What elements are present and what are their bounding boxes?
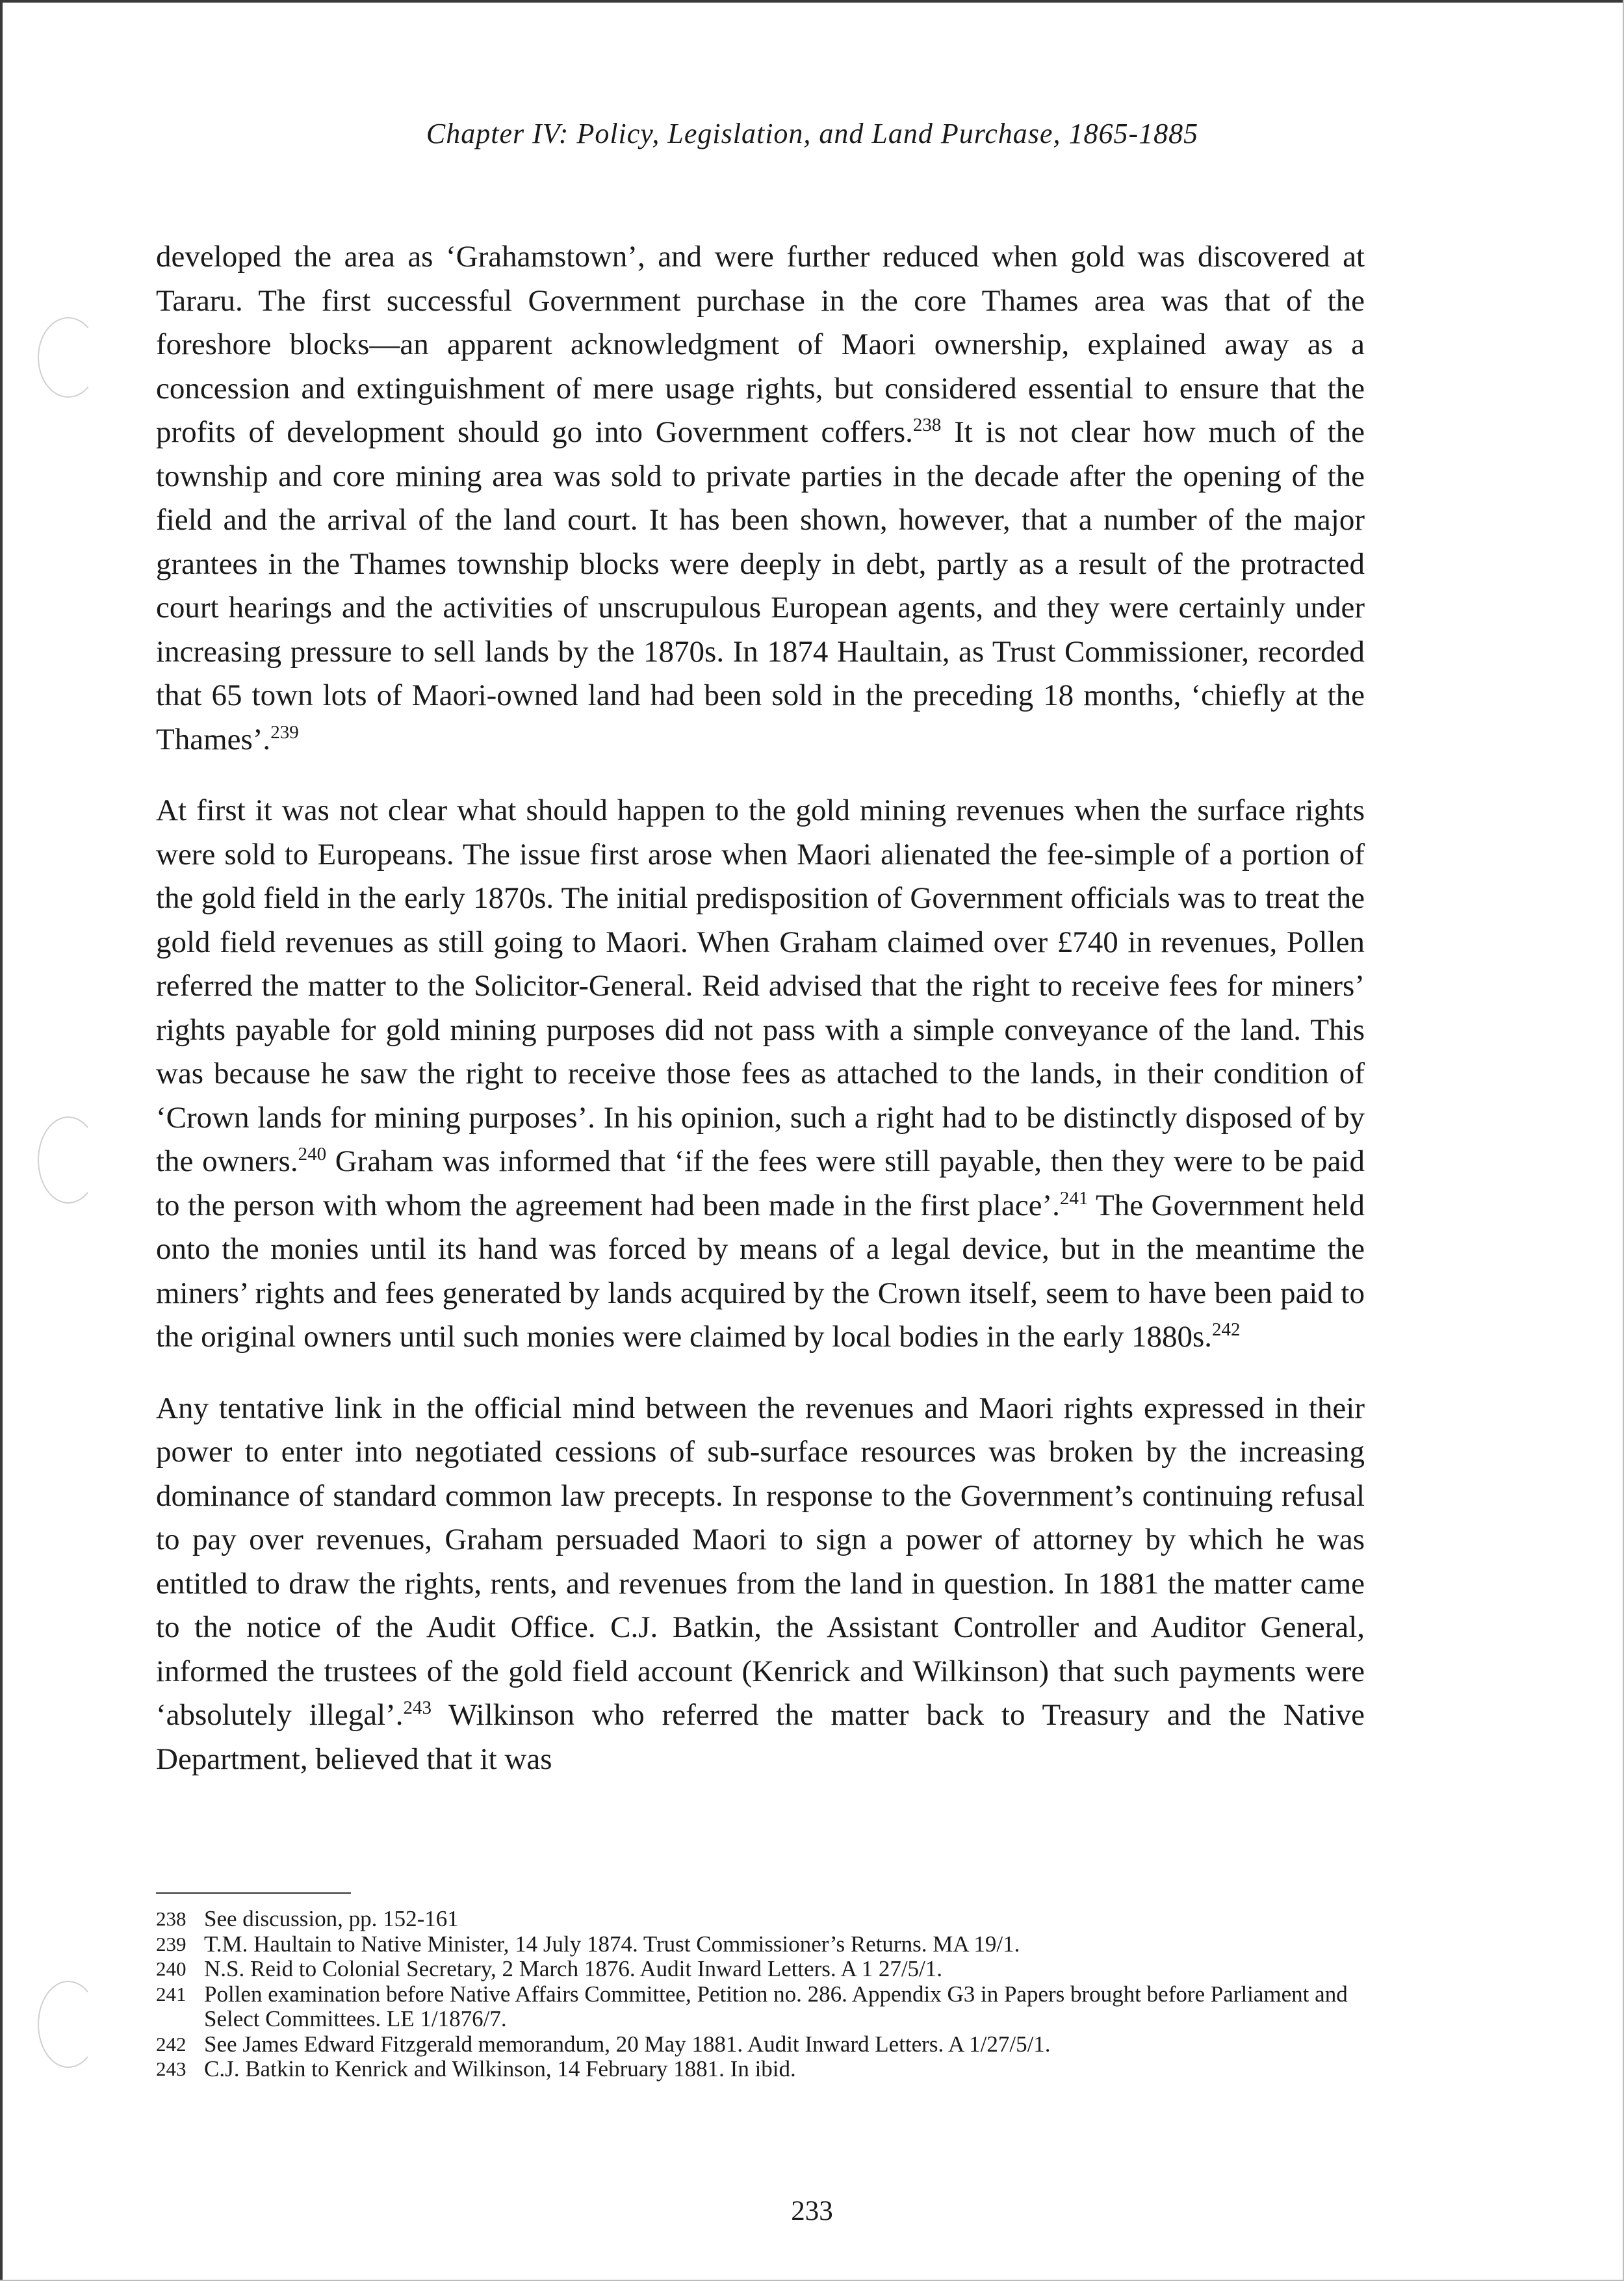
footnote-text: See discussion, pp. 152-161 bbox=[204, 1906, 459, 1931]
scan-edge-left bbox=[0, 0, 3, 2281]
punch-hole-mark bbox=[38, 1116, 99, 1204]
footnote-reference: 238 bbox=[912, 415, 942, 435]
paragraph-text: It is not clear how much of the township and core mining area was sold to private parties in the decade after the opening of the field and the arrival of the land court. It has been shown, however, that a number of the major grantees in the Thames township blocks were deeply in debt, partly as a result of the protracted court hearings and the activities of unscrupulous European agents, and they were certainly under increasing pressure to sell lands by the 1870s. In 1874 Haultain, as Trust Commissioner, recorded that 65 town lots of Maori-owned land had been sold in the preceding 18 months, ‘chiefly at the Thames’. bbox=[156, 415, 1365, 756]
paragraph-text: At first it was not clear what should happen to the gold mining revenues when the surface rights were sold to Europeans. The issue first arose when Maori alienated the fee-simple of a portion of the gold field in the early 1870s. The initial predisposition of Government officials was to treat the gold field revenues as still going to Maori. When Graham claimed over £740 in revenues, Pollen referred the matter to the Solicitor-General. Reid advised that the right to receive fees for miners’ rights payable for gold mining purposes did not pass with a simple conveyance of the land. This was because he saw the right to receive those fees as attached to the lands, in their condition of ‘Crown lands for mining purposes’. In his opinion, such a right had to be distinctly disposed of by the owners. bbox=[156, 793, 1365, 1178]
body-paragraph bbox=[156, 789, 1365, 1360]
footnote-number: 239 bbox=[156, 1932, 187, 1955]
paragraph-text: Any tentative link in the official mind between the revenues and Maori rights expressed in their power to enter into negotiated cessions of sub-surface resources was broken by the increasing dominance of standard common law precepts. In response to the Government’s continuing refusal to pay over revenues, Graham persuaded Maori to sign a power of attorney by which he was entitled to draw the rights, rents, and revenues from the land in question. In 1881 the matter came to the notice of the Audit Office. C.J. Batkin, the Assistant Controller and Auditor General, informed the trustees of the gold field account (Kenrick and Wilkinson) that such payments were ‘absolutely illegal’. bbox=[156, 1391, 1365, 1732]
page-number: 233 bbox=[791, 2196, 833, 2226]
scan-edge-top bbox=[0, 0, 1624, 3]
footnote-reference: 242 bbox=[1212, 1319, 1241, 1340]
footnote-number: 243 bbox=[156, 2057, 187, 2080]
footnote-text: See James Edward Fitzgerald memorandum, 20 May 1881. Audit Inward Letters. A 1/27/5/1. bbox=[204, 2031, 1051, 2057]
footnote bbox=[156, 1982, 1365, 2032]
paragraph-text: developed the area as ‘Grahamstown’, and were further reduced when gold was discovered at Tararu. The first successful Government purchase in the core Thames area was that of the foreshore blocks—an apparent acknowledgment of Maori ownership, explained away as a concession and extinguishment of mere usage rights, but considered essential to ensure that the profits of development should go into Government coffers. bbox=[156, 240, 1365, 449]
footnote-number: 240 bbox=[156, 1957, 187, 1980]
footnote-number: 242 bbox=[156, 2032, 187, 2055]
paragraph-text: Wilkinson who referred the matter back to Treasury and the Native Department, believed that it was bbox=[156, 1698, 1365, 1776]
footnote bbox=[156, 1957, 1365, 1982]
footnote-number: 238 bbox=[156, 1907, 187, 1930]
footnote bbox=[156, 2057, 1365, 2082]
punch-hole-mark bbox=[38, 1981, 99, 2068]
running-head: Chapter IV: Policy, Legislation, and Land Purchase, 1865-1885 bbox=[426, 118, 1199, 149]
body-paragraph bbox=[156, 235, 1365, 762]
footnote bbox=[156, 2032, 1365, 2057]
footnote-reference: 241 bbox=[1059, 1187, 1089, 1209]
body-paragraph bbox=[156, 1387, 1365, 1782]
footnote-rule bbox=[156, 1892, 351, 1894]
punch-hole-mark bbox=[38, 317, 99, 398]
footnote-text: C.J. Batkin to Kenrick and Wilkinson, 14 February 1881. In ibid. bbox=[204, 2056, 796, 2081]
footnote-reference: 243 bbox=[403, 1697, 432, 1718]
footnote-number: 241 bbox=[156, 1982, 187, 2005]
footnote-reference: 240 bbox=[298, 1144, 327, 1165]
footnote-text: N.S. Reid to Colonial Secretary, 2 March 1876. Audit Inward Letters. A 1 27/5/1. bbox=[204, 1956, 943, 1981]
paragraph-text: Graham was informed that ‘if the fees were still payable, then they were to be paid to the person with whom the agreement had been made in the first place’. bbox=[156, 1144, 1365, 1222]
footnote bbox=[156, 1907, 1365, 1932]
paragraph-text: The Government held onto the monies until its hand was forced by means of a legal device, but in the meantime the miners’ rights and fees generated by lands acquired by the Crown itself, seem to have been paid to the original owners until such monies were claimed by local bodies in the early 1880s. bbox=[156, 1188, 1365, 1354]
footnote-text: T.M. Haultain to Native Minister, 14 July 1874. Trust Commissioner’s Returns. MA 19/1. bbox=[204, 1931, 1020, 1957]
footnote-reference: 239 bbox=[270, 721, 299, 743]
footnote-text: Pollen examination before Native Affairs Committee, Petition no. 286. Appendix G3 in Papers brought before Parliament and Select Committees. LE 1/1876/7. bbox=[204, 1981, 1348, 2031]
footnotes bbox=[156, 1907, 1365, 2082]
footnote bbox=[156, 1932, 1365, 1957]
body-text bbox=[156, 235, 1365, 1809]
